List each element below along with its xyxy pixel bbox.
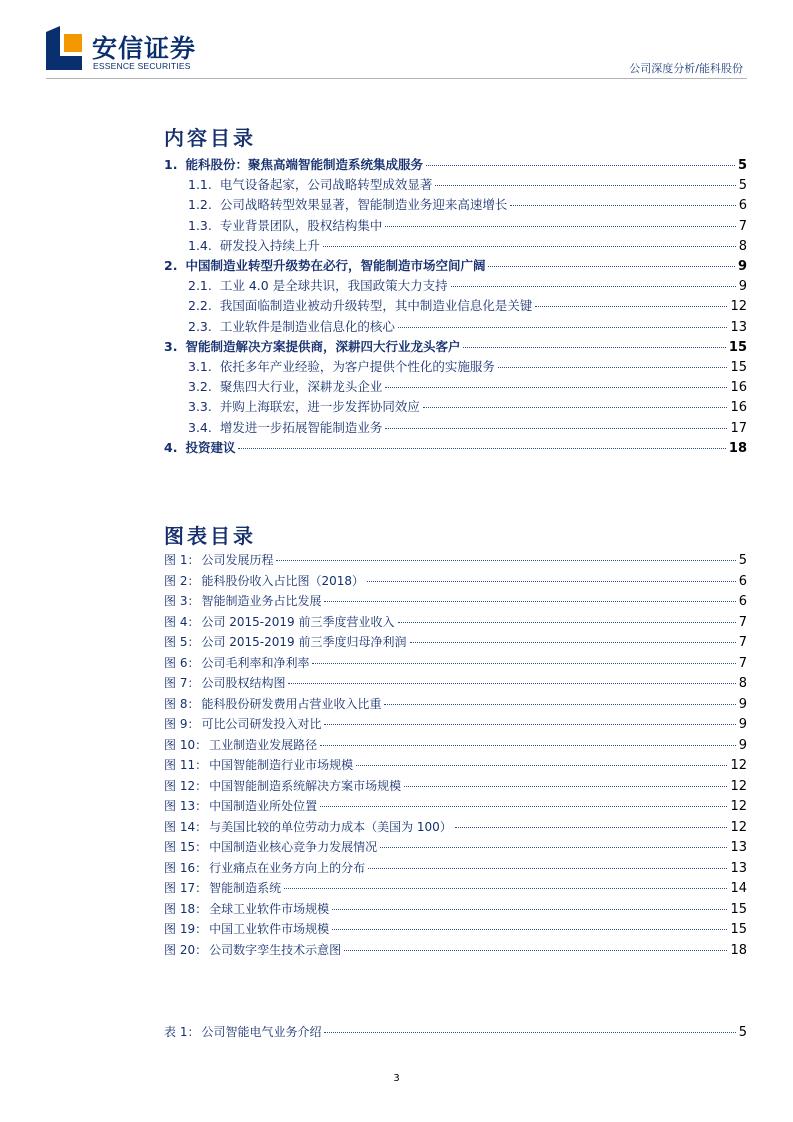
page-number: 3: [393, 1073, 400, 1084]
entry-number: 1.4.: [188, 237, 212, 253]
header-divider: [46, 78, 747, 79]
entry-page-number: 9: [737, 259, 747, 274]
entry-title: 工业制造业发展路径: [209, 737, 318, 752]
entry-title: 中国制造业转型升级势在必行，智能制造市场空间广阔: [185, 258, 486, 273]
entry-title: 研发投入持续上升: [219, 237, 320, 253]
entry-text: [164, 633, 407, 650]
entry-text: [164, 715, 321, 732]
toc-entry[interactable]: [164, 337, 747, 355]
toc-entry[interactable]: [188, 175, 747, 193]
figure-entry[interactable]: [164, 695, 747, 712]
entry-title: 可比公司研发投入对比: [201, 717, 322, 731]
dot-leader: [463, 347, 725, 348]
toc-entry[interactable]: [188, 195, 747, 213]
entry-number: 图 4：: [164, 614, 200, 629]
entry-text: [164, 1023, 321, 1040]
figure-entry[interactable]: [164, 572, 747, 589]
entry-title: 智能制造业务占比发展: [201, 594, 322, 608]
entry-page-number: 8: [738, 676, 747, 691]
dot-leader: [324, 601, 735, 602]
entry-text: [164, 592, 321, 609]
dot-leader: [284, 888, 727, 889]
entry-text: [164, 695, 381, 712]
entry-number: 图 13：: [164, 799, 208, 813]
entry-text: [164, 859, 365, 876]
figure-entry[interactable]: [164, 900, 747, 917]
dot-leader: [356, 765, 727, 766]
entry-number: 图 3：: [164, 594, 200, 608]
entry-number: 3.2.: [188, 379, 212, 395]
entry-page-number: 5: [738, 178, 747, 194]
entry-number: 图 8：: [164, 696, 200, 711]
entry-title: 公司发展历程: [201, 553, 274, 567]
entry-page-number: 6: [738, 594, 747, 609]
entry-text: [164, 551, 273, 568]
dot-leader: [380, 847, 727, 848]
figure-entry[interactable]: [164, 715, 747, 732]
entry-number: 图 15：: [164, 840, 208, 854]
entry-title: 电气设备起家，公司战略转型成效显著: [219, 177, 433, 193]
dot-leader: [324, 724, 735, 725]
entry-title: 增发进一步拓展智能制造业务: [219, 419, 383, 435]
toc-entry[interactable]: [164, 256, 747, 274]
figure-entry[interactable]: [164, 654, 747, 671]
entry-text: [188, 216, 382, 234]
figures-title: 图表目录: [164, 524, 256, 548]
entry-title: 中国智能制造系统解决方案市场规模: [209, 778, 402, 793]
entry-number: 图 18：: [164, 901, 208, 916]
entry-number: 图 9：: [164, 717, 200, 731]
dot-leader: [324, 1032, 735, 1033]
dot-leader: [368, 868, 727, 869]
dot-leader: [320, 806, 727, 807]
dot-leader: [320, 745, 736, 746]
dot-leader: [367, 581, 736, 582]
entry-text: [164, 879, 281, 896]
entry-number: 图 12：: [164, 778, 208, 793]
toc-entry[interactable]: [188, 236, 747, 254]
entry-title: 行业痛点在业务方向上的分布: [209, 860, 366, 875]
entry-text: [188, 175, 432, 193]
figure-entry[interactable]: [164, 859, 747, 876]
entry-page-number: 16: [730, 400, 747, 416]
entry-number: 表 1：: [164, 1025, 200, 1039]
entry-text: [164, 756, 353, 773]
entry-number: 4.: [164, 439, 178, 455]
dot-leader: [426, 165, 735, 166]
figure-entry[interactable]: [164, 674, 747, 691]
toc-entry[interactable]: [164, 155, 747, 173]
entry-page-number: 6: [738, 198, 747, 214]
dot-leader: [451, 286, 736, 287]
entry-page-number: 15: [730, 360, 747, 375]
entry-title: 中国制造业所处位置: [209, 799, 318, 813]
entry-text: [188, 357, 495, 375]
entry-title: 依托多年产业经验，为客户提供个性化的实施服务: [219, 359, 495, 374]
entry-page-number: 16: [730, 380, 747, 396]
toc-entry[interactable]: [188, 418, 747, 436]
figure-entry[interactable]: [164, 1023, 747, 1040]
entry-number: 1.3.: [188, 217, 212, 233]
dot-leader: [535, 306, 727, 307]
entry-number: 3.: [164, 338, 178, 354]
dot-leader: [398, 327, 728, 328]
entry-text: [164, 337, 460, 355]
figure-entry[interactable]: [164, 633, 747, 650]
entry-number: 2.: [164, 258, 178, 273]
dot-leader: [385, 428, 727, 429]
entry-title: 聚焦四大行业，深耕龙头企业: [219, 379, 383, 395]
entry-title: 智能制造解决方案提供商，深耕四大行业龙头客户: [185, 338, 461, 354]
entry-title: 公司智能电气业务介绍: [201, 1025, 322, 1039]
entry-title: 公司毛利率和净利率: [201, 655, 310, 670]
figure-entry[interactable]: [164, 920, 747, 937]
dot-leader: [344, 950, 727, 951]
entry-text: [188, 195, 507, 213]
entry-page-number: 12: [730, 299, 747, 315]
entry-text: [188, 418, 382, 436]
figure-entry[interactable]: [164, 797, 747, 814]
entry-title: 公司股权结构图: [201, 676, 286, 690]
toc-entry[interactable]: [188, 397, 747, 415]
figure-entry[interactable]: [164, 838, 747, 855]
entry-title: 公司 2015-2019 前三季度营业收入: [201, 614, 395, 629]
dot-leader: [498, 367, 728, 368]
dot-leader: [384, 704, 735, 705]
dot-leader: [404, 786, 727, 787]
toc-entry[interactable]: [188, 216, 747, 234]
entry-title: 能科股份：聚焦高端智能制造系统集成服务: [185, 157, 423, 172]
entry-page-number: 5: [737, 158, 747, 173]
entry-title: 能科股份收入占比图（2018）: [201, 573, 364, 588]
page-header: [0, 0, 793, 80]
entry-page-number: 13: [730, 840, 747, 855]
entry-title: 公司战略转型效果显著，智能制造业务迎来高速增长: [219, 197, 508, 213]
dot-leader: [332, 929, 727, 930]
entry-text: [164, 777, 401, 794]
entry-title: 并购上海联宏，进一步发挥协同效应: [219, 399, 420, 415]
entry-number: 2.3.: [188, 318, 212, 334]
entry-title: 投资建议: [185, 439, 236, 455]
entry-page-number: 9: [738, 737, 747, 753]
entry-number: 2.2.: [188, 298, 212, 314]
entry-number: 图 2：: [164, 573, 200, 588]
entry-page-number: 9: [738, 717, 747, 732]
entry-page-number: 9: [738, 279, 747, 295]
dot-leader: [423, 407, 728, 408]
entry-number: 图 6：: [164, 655, 200, 670]
entry-page-number: 7: [738, 655, 747, 671]
essence-logo-icon: [46, 26, 82, 70]
entry-number: 图 10：: [164, 737, 208, 752]
entry-page-number: 7: [738, 635, 747, 650]
entry-number: 3.4.: [188, 419, 212, 435]
entry-text: [164, 155, 423, 173]
entry-number: 图 1：: [164, 553, 200, 567]
entry-text: [164, 838, 377, 855]
dot-leader: [398, 622, 736, 623]
entry-text: [188, 317, 395, 335]
dot-leader: [410, 642, 736, 643]
entry-text: [164, 438, 235, 456]
entry-number: 图 20：: [164, 942, 208, 957]
entry-page-number: 6: [738, 573, 747, 589]
dot-leader: [385, 226, 735, 227]
entry-page-number: 8: [738, 238, 747, 254]
entry-page-number: 15: [730, 901, 747, 917]
toc-entry[interactable]: [188, 296, 747, 314]
figure-entry[interactable]: [164, 818, 747, 835]
entry-page-number: 14: [730, 881, 747, 896]
entry-text: [188, 296, 532, 314]
entry-number: 图 17：: [164, 881, 208, 895]
entry-number: 图 5：: [164, 635, 200, 649]
entry-text: [164, 818, 452, 835]
dot-leader: [510, 205, 735, 206]
entry-title: 公司 2015-2019 前三季度归母净利润: [201, 635, 407, 649]
entry-page-number: 15: [730, 922, 747, 937]
dot-leader: [385, 387, 727, 388]
entry-title: 公司数字孪生技术示意图: [209, 942, 342, 957]
entry-title: 工业 4.0 是全球共识，我国政策大力支持: [219, 278, 448, 294]
entry-title: 全球工业软件市场规模: [209, 901, 330, 916]
entry-page-number: 15: [728, 339, 747, 355]
entry-number: 图 19：: [164, 922, 208, 936]
toc-entry[interactable]: [164, 438, 747, 456]
entry-text: [164, 674, 285, 691]
entry-text: [188, 397, 420, 415]
entry-number: 图 11：: [164, 758, 208, 772]
entry-number: 3.3.: [188, 399, 212, 415]
figure-entry[interactable]: [164, 756, 747, 773]
report-type: 公司深度分析/能科股份: [629, 62, 743, 75]
entry-title: 中国工业软件市场规模: [209, 922, 330, 936]
entry-page-number: 12: [730, 819, 747, 835]
logo-cn-text: 安信证券: [92, 34, 197, 63]
toc-title: 内容目录: [164, 126, 256, 150]
entry-number: 1.1.: [188, 177, 212, 193]
entry-page-number: 13: [730, 860, 747, 876]
entry-number: 图 7：: [164, 676, 200, 690]
toc-entry[interactable]: [188, 377, 747, 395]
dot-leader: [312, 663, 735, 664]
entry-text: [164, 797, 317, 814]
entry-text: [188, 236, 320, 254]
logo-en-text: ESSENCE SECURITIES: [93, 61, 191, 71]
entry-page-number: 18: [728, 440, 747, 456]
dot-leader: [238, 448, 725, 449]
entry-page-number: 12: [730, 778, 747, 794]
dot-leader: [276, 560, 735, 561]
entry-page-number: 7: [738, 614, 747, 630]
entry-text: [188, 276, 448, 294]
entry-number: 2.1.: [188, 278, 212, 294]
toc-entry[interactable]: [188, 357, 747, 375]
entry-text: [164, 736, 317, 753]
entry-title: 专业背景团队，股权结构集中: [219, 217, 383, 233]
entry-page-number: 13: [730, 319, 747, 335]
entry-page-number: 12: [730, 799, 747, 814]
entry-text: [164, 920, 329, 937]
entry-text: [164, 654, 309, 671]
entry-number: 3.1.: [188, 359, 212, 374]
toc-entry[interactable]: [188, 276, 747, 294]
toc-entry[interactable]: [188, 317, 747, 335]
entry-title: 我国面临制造业被动升级转型，其中制造业信息化是关键: [219, 298, 533, 314]
dot-leader: [288, 683, 735, 684]
entry-title: 中国制造业核心竞争力发展情况: [209, 840, 378, 854]
entry-text: [164, 572, 364, 589]
entry-text: [164, 613, 395, 630]
entry-page-number: 12: [730, 758, 747, 773]
entry-page-number: 18: [730, 942, 747, 958]
entry-number: 1.: [164, 157, 178, 172]
entry-text: [188, 377, 382, 395]
dot-leader: [323, 246, 736, 247]
figure-entry[interactable]: [164, 879, 747, 896]
figure-entry[interactable]: [164, 736, 747, 753]
dot-leader: [435, 185, 735, 186]
figure-entry[interactable]: [164, 777, 747, 794]
entry-text: [164, 256, 485, 274]
figure-entry[interactable]: [164, 551, 747, 568]
entry-title: 与美国比较的单位劳动力成本（美国为 100）: [209, 819, 452, 834]
figure-entry[interactable]: [164, 941, 747, 958]
dot-leader: [455, 827, 728, 828]
entry-page-number: 5: [738, 1025, 747, 1040]
entry-title: 中国智能制造行业市场规模: [209, 758, 354, 772]
figure-entry[interactable]: [164, 592, 747, 609]
entry-text: [164, 900, 329, 917]
figure-entry[interactable]: [164, 613, 747, 630]
entry-page-number: 5: [738, 553, 747, 568]
entry-page-number: 7: [738, 218, 747, 234]
entry-title: 能科股份研发费用占营业收入比重: [201, 696, 382, 711]
dot-leader: [488, 266, 734, 267]
entry-page-number: 17: [730, 420, 747, 436]
entry-title: 智能制造系统: [209, 881, 282, 895]
dot-leader: [332, 909, 727, 910]
entry-page-number: 9: [738, 696, 747, 712]
entry-number: 图 16：: [164, 860, 208, 875]
entry-number: 1.2.: [188, 197, 212, 213]
entry-text: [164, 941, 341, 958]
entry-title: 工业软件是制造业信息化的核心: [219, 318, 395, 334]
entry-number: 图 14：: [164, 819, 208, 834]
